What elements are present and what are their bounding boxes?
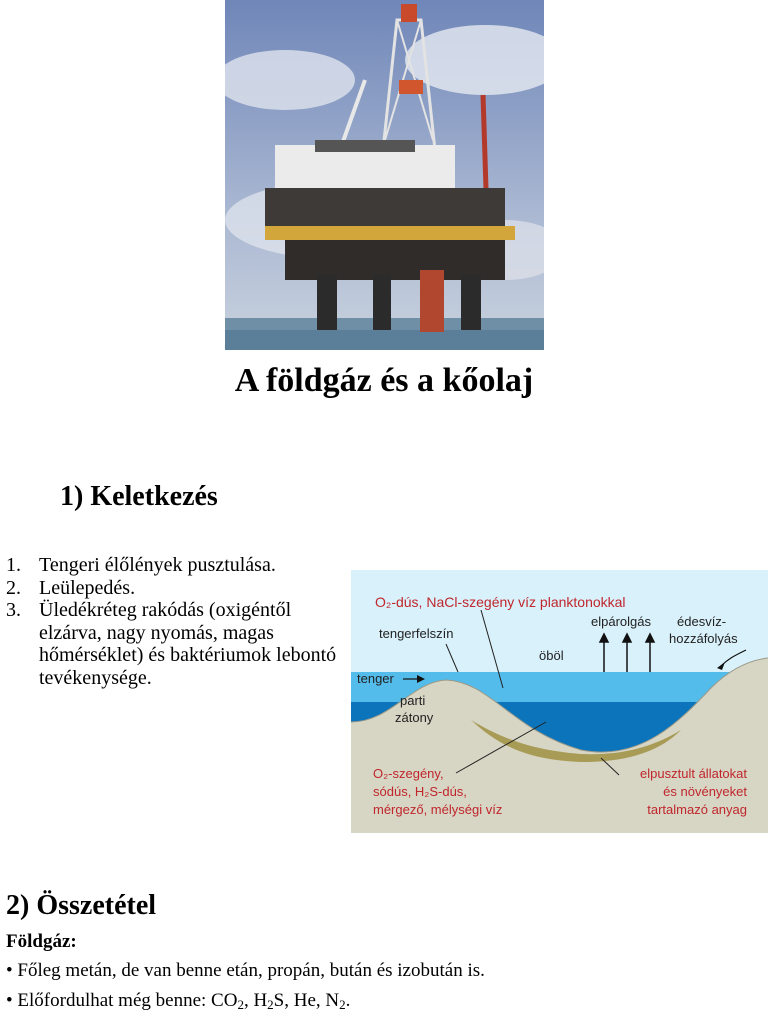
freshwater-label-1: édesvíz-: [677, 614, 727, 629]
bullet-main-components: • Főleg metán, de van benne etán, propán, bután és izobután is.: [6, 960, 485, 981]
top-label: O₂-dús, NaCl-szegény víz planktonokkal: [375, 594, 626, 610]
freshwater-label-2: hozzáfolyás: [669, 631, 738, 646]
evaporation-label: elpárolgás: [591, 614, 651, 629]
section-heading-composition: 2) Összetétel: [6, 890, 157, 921]
reef-label-2: zátony: [395, 710, 434, 725]
sediment-label-3: tartalmazó anyag: [647, 802, 747, 817]
sea-basin-diagram: [351, 570, 768, 833]
formation-steps-list: [6, 554, 346, 689]
bay-label: öböl: [539, 648, 564, 663]
natural-gas-label: Földgáz:: [6, 931, 77, 952]
page-title: A földgáz és a kőolaj: [234, 362, 534, 399]
deep-label-2: sódús, H₂S-dús,: [373, 784, 467, 799]
deep-label-1: O₂-szegény,: [373, 766, 444, 781]
sediment-label-1: elpusztult állatokat: [640, 766, 747, 781]
list-item: 2. Leülepedés.: [6, 576, 136, 599]
list-item: 1. Tengeri élőlények pusztulása.: [6, 554, 276, 576]
surface-label: tengerfelszín: [379, 626, 454, 641]
list-item: 3. Üledékréteg rakódás (oxigéntől elzárva, nagy nyomás, magas hőmérséklet) és baktériumok lebontó tevékenysége.: [6, 599, 337, 689]
sediment-label-2: és növényeket: [663, 784, 747, 799]
deep-label-3: mérgező, mélységi víz: [373, 802, 503, 817]
sea-label: tenger: [357, 671, 394, 686]
section-heading-formation: 1) Keletkezés: [60, 481, 218, 512]
oil-platform-photo: [225, 0, 544, 350]
reef-label-1: parti: [400, 693, 426, 708]
bullet-other-components: • Előfordulhat még benne: CO2, H2S, He, N2.: [6, 990, 351, 1012]
